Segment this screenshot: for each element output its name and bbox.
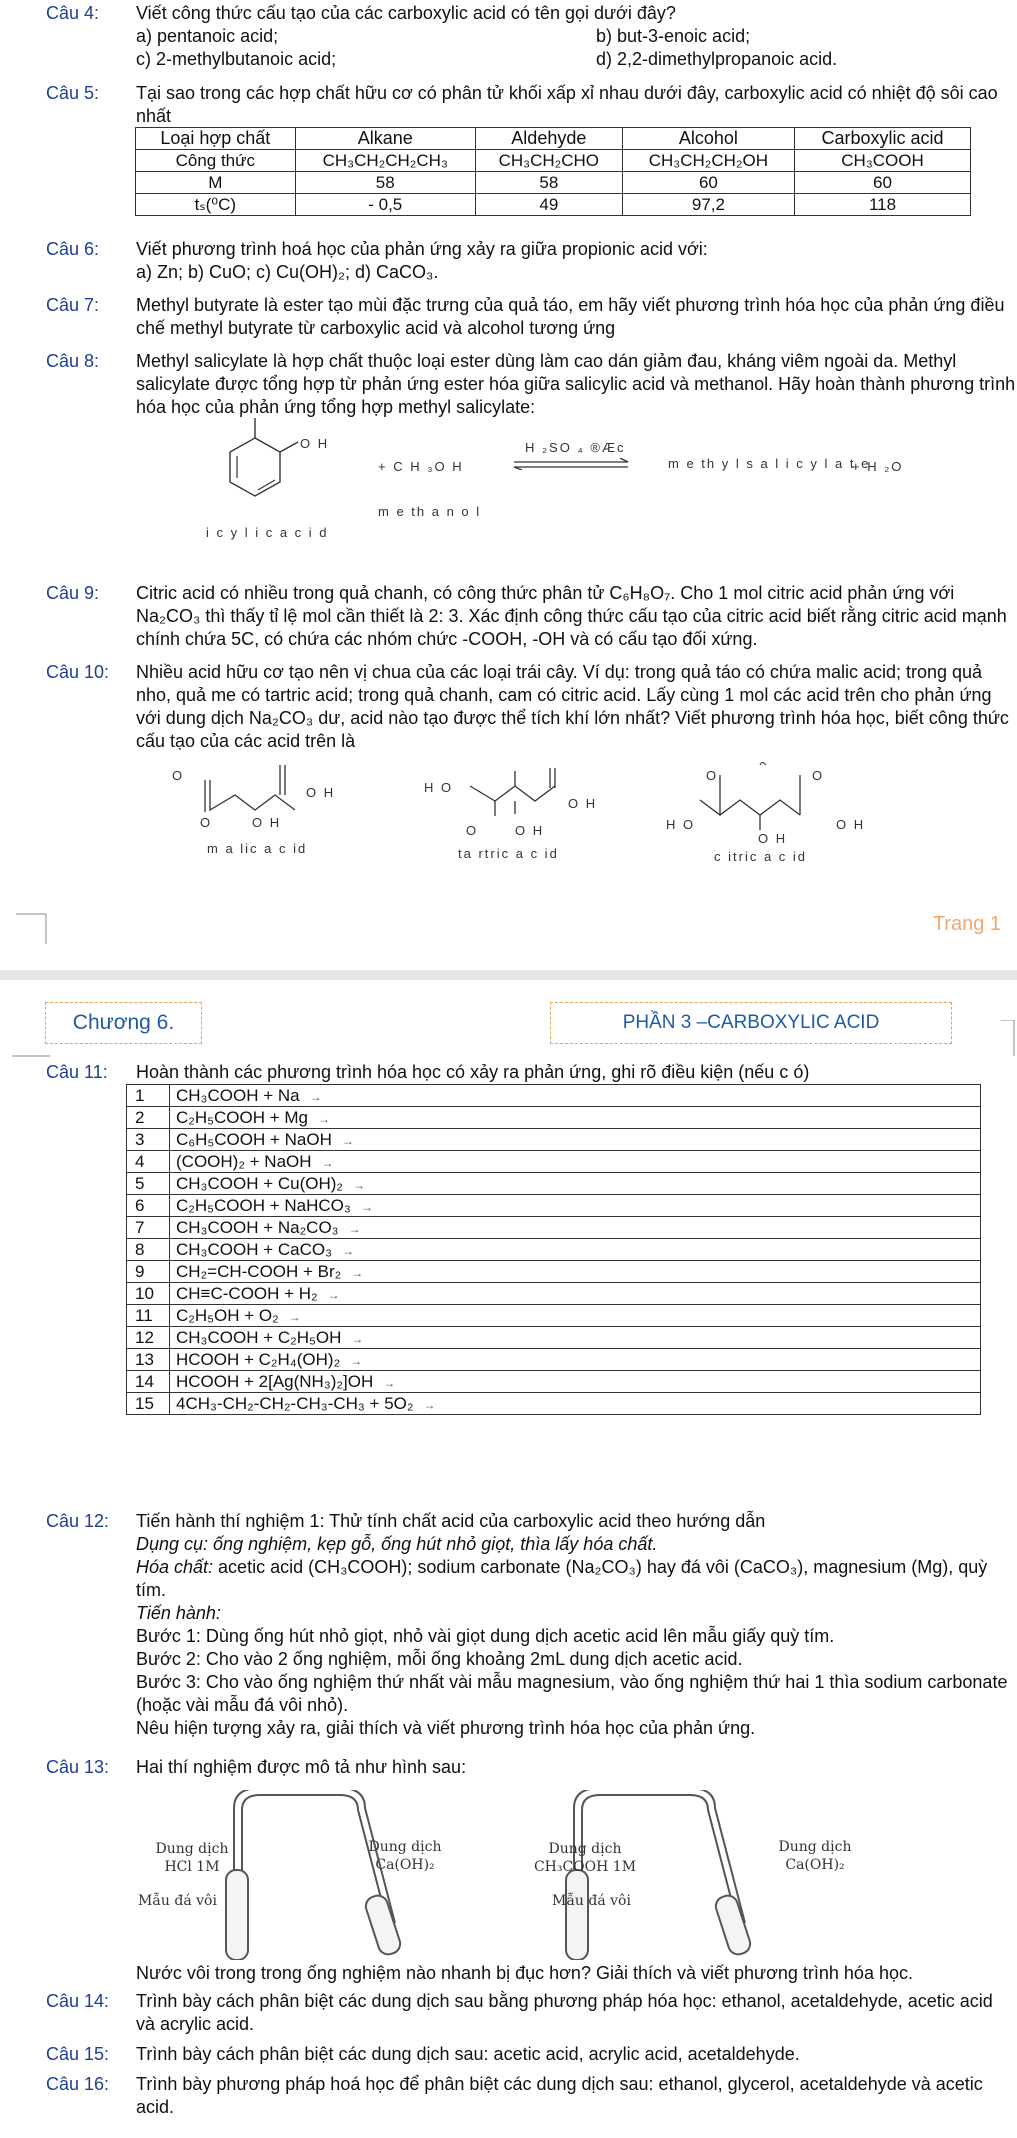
step: Bước 3: Cho vào ống nghiệm thứ nhất vài mẫu magnesium, vào ống nghiệm thứ hai 1 thìa sodium carbonate (hoặc vài mẫu đá vôi nhỏ). bbox=[136, 1672, 1008, 1715]
fig-label bbox=[530, 1840, 640, 1876]
step: Bước 2: Cho vào 2 ống nghiệm, mỗi ống khoảng 2mL dung dịch acetic acid. bbox=[136, 1649, 743, 1669]
reaction-reactants: CH₃COOH + Cu(OH)₂ bbox=[176, 1173, 344, 1193]
reaction-row bbox=[127, 1195, 981, 1217]
question-12 bbox=[46, 1510, 1016, 1740]
experiment-figure bbox=[150, 1790, 890, 1960]
malic-acid-label: m a lic a c id bbox=[207, 841, 308, 856]
citric-acid-label: c itric a c id bbox=[714, 849, 808, 864]
question-number: Câu 5: bbox=[46, 83, 100, 103]
reaction-number: 11 bbox=[127, 1305, 170, 1327]
tartric-acid-label: ta rtric a c id bbox=[458, 846, 559, 861]
methanol-reagent: + C H ₃O H bbox=[378, 459, 464, 474]
question-7 bbox=[46, 294, 1016, 340]
header-corner-mark bbox=[12, 1020, 52, 1058]
arrow-icon: → bbox=[288, 1309, 301, 1324]
question-number: Câu 10: bbox=[46, 662, 110, 682]
reaction-reactants: CH₃COOH + Na₂CO₃ bbox=[176, 1217, 339, 1237]
reaction-row bbox=[127, 1283, 981, 1305]
question-text: Viết công thức cấu tạo của các carboxylic acid có tên gọi dưới đây? bbox=[136, 3, 676, 23]
question-text: Citric acid có nhiều trong quả chanh, có công thức phân tử C₆H₈O₇. Cho 1 mol citric acid phản ứng với Na₂CO₃ thì thấy tỉ lệ mol cần thiết là 2: 3. Xác định công thức cấu tạo của citric acid biết rằng citric acid mạnh chính chứa 5C, có chứa các nhóm chức -COOH, -OH và có cấu tạo đối xứng. bbox=[136, 583, 1007, 649]
atom-label: O bbox=[466, 823, 479, 838]
arrow-icon: → bbox=[383, 1375, 396, 1390]
fig-label: Mẫu đá vôi bbox=[552, 1893, 631, 1909]
question-15 bbox=[46, 2043, 1016, 2066]
table-cell: CH₃CH₂CHO bbox=[475, 150, 622, 172]
reaction-reactants: (COOH)₂ + NaOH bbox=[176, 1151, 312, 1171]
fig-label bbox=[770, 1838, 860, 1874]
question-number: Câu 14: bbox=[46, 1991, 110, 2011]
question-13-ask bbox=[46, 1962, 1016, 1985]
reaction-number: 6 bbox=[127, 1195, 170, 1217]
question-6 bbox=[46, 238, 1016, 284]
table-cell: CH₃CH₂CH₂OH bbox=[622, 150, 794, 172]
reaction-reactants: HCOOH + C₂H₄(OH)₂ bbox=[176, 1349, 341, 1369]
table-cell: 97,2 bbox=[622, 194, 794, 216]
question-text: Trình bày cách phân biệt các dung dịch sau: acetic acid, acrylic acid, acetaldehyde. bbox=[136, 2044, 800, 2064]
table-cell: 58 bbox=[475, 172, 622, 194]
reaction-number: 13 bbox=[127, 1349, 170, 1371]
table-cell: M bbox=[136, 172, 296, 194]
question-text: Methyl salicylate là hợp chất thuộc loại ester dùng làm cao dán giảm đau, kháng viêm ngoài da. Methyl salicylate được tổng hợp từ phản ứng ester hóa giữa salicylic acid và methanol. Hãy hoàn thành phương trình hóa học của phản ứng tổng hợp methyl salicylate: bbox=[136, 351, 1016, 417]
fig-label: Mẫu đá vôi bbox=[138, 1893, 217, 1909]
arrow-icon: → bbox=[318, 1111, 330, 1126]
question-14 bbox=[46, 1990, 1016, 2036]
reaction-reactants: CH₃COOH + C₂H₅OH bbox=[176, 1327, 342, 1347]
question-number: Câu 16: bbox=[46, 2074, 110, 2094]
reaction-row bbox=[127, 1349, 981, 1371]
malic-acid-structure bbox=[170, 760, 320, 830]
arrow-icon: → bbox=[341, 1133, 354, 1148]
reaction-row bbox=[127, 1371, 981, 1393]
reaction-cell bbox=[170, 1305, 981, 1327]
reaction-number: 10 bbox=[127, 1283, 170, 1305]
question-ask: Nước vôi trong trong ống nghiệm nào nhanh bị đục hơn? Giải thích và viết phương trình hóa học. bbox=[136, 1963, 913, 1983]
question-number: Câu 15: bbox=[46, 2044, 110, 2064]
fig-label-line: Ca(OH)₂ bbox=[785, 1857, 845, 1873]
page-corner-mark bbox=[16, 912, 48, 946]
question-text: Methyl butyrate là ester tạo mùi đặc trưng của quả táo, em hãy viết phương trình hóa học của phản ứng điều chế methyl butyrate từ carboxylic acid và alcohol tương ứng bbox=[136, 295, 1005, 338]
reaction-reactants: HCOOH + 2[Ag(NH₃)₂]OH bbox=[176, 1371, 374, 1391]
reaction-number: 2 bbox=[127, 1107, 170, 1129]
question-9 bbox=[46, 582, 1016, 651]
fig-label bbox=[360, 1838, 450, 1874]
atom-label: O H bbox=[568, 796, 598, 811]
table-cell: CH₃CH₂CH₂CH₃ bbox=[295, 150, 475, 172]
question-number: Câu 7: bbox=[46, 295, 100, 315]
reaction-cell bbox=[170, 1393, 981, 1415]
reaction-row bbox=[127, 1217, 981, 1239]
chapter-title: Chương 6. bbox=[45, 1002, 202, 1044]
reaction-cell bbox=[170, 1129, 981, 1151]
question-number: Câu 4: bbox=[46, 3, 100, 23]
reaction-reactants: C₂H₅COOH + NaHCO₃ bbox=[176, 1195, 351, 1215]
acid-label: i c y l i c a c i d bbox=[206, 525, 329, 540]
chemicals-text bbox=[136, 1556, 1016, 1602]
reaction-cell bbox=[170, 1173, 981, 1195]
table-cell: 58 bbox=[295, 172, 475, 194]
table-cell: 60 bbox=[795, 172, 971, 194]
table-cell: CH₃COOH bbox=[795, 150, 971, 172]
question-number: Câu 8: bbox=[46, 351, 100, 371]
fig-label-line: Dung dịch bbox=[368, 1839, 442, 1855]
fig-label-line: CH₃COOH 1M bbox=[533, 1859, 637, 1875]
reaction-cell bbox=[170, 1261, 981, 1283]
arrow-icon: → bbox=[348, 1221, 361, 1236]
atom-label: O H bbox=[252, 815, 282, 830]
atom-label: O H bbox=[306, 785, 336, 800]
water-label: + H ₂O bbox=[852, 459, 904, 474]
question-16 bbox=[46, 2073, 1016, 2119]
reaction-cell bbox=[170, 1349, 981, 1371]
arrow-icon: → bbox=[350, 1353, 363, 1368]
question-number: Câu 9: bbox=[46, 583, 100, 603]
question-text: Trình bày phương pháp hoá học để phân biệt các dung dịch sau: ethanol, glycerol, acetaldehyde và acetic acid. bbox=[136, 2074, 983, 2117]
arrow-icon: → bbox=[351, 1265, 364, 1280]
page-1 bbox=[0, 0, 1017, 970]
reaction-number: 12 bbox=[127, 1327, 170, 1349]
table-cell: tₛ(⁰C) bbox=[136, 194, 296, 216]
question-text: Tại sao trong các hợp chất hữu cơ có phân tử khối xấp xỉ nhau dưới đây, carboxylic acid có nhiệt độ sôi cao nhất bbox=[136, 83, 998, 126]
reaction-reactants: C₂H₅COOH + Mg bbox=[176, 1107, 308, 1127]
reaction-row bbox=[127, 1151, 981, 1173]
question-subtext: a) Zn; b) CuO; c) Cu(OH)₂; d) CaCO₃. bbox=[136, 262, 439, 282]
reaction-row bbox=[127, 1327, 981, 1349]
question-13 bbox=[46, 1756, 1016, 1779]
question-number: Câu 6: bbox=[46, 239, 100, 259]
step: Bước 1: Dùng ống hút nhỏ giọt, nhỏ vài giọt dung dịch acetic acid lên mẫu giấy quỳ tím. bbox=[136, 1626, 835, 1646]
arrow-icon: → bbox=[351, 1331, 364, 1346]
table-cell: Alkane bbox=[295, 128, 475, 150]
reaction-row bbox=[127, 1305, 981, 1327]
table-cell: 60 bbox=[622, 172, 794, 194]
product-label: m e th y l s a l i c y l a t e bbox=[668, 456, 871, 471]
atom-label: O bbox=[706, 768, 719, 783]
reaction-row bbox=[127, 1393, 981, 1415]
arrow-icon: → bbox=[423, 1397, 436, 1412]
atom-label: H O bbox=[666, 817, 696, 832]
question-text: Nhiều acid hữu cơ tạo nên vị chua của các loại trái cây. Ví dụ: trong quả táo có chứa malic acid; trong quả nho, quả me có tartric acid; trong quả chanh, cam có citric acid. Lấy cùng 1 mol các acid trên cho phản ứng với dung dịch Na₂CO₃ dư, acid nào tạo được thể tích khí lớn nhất? Viết phương trình hóa học, biết công thức cấu tạo của các acid trên là bbox=[136, 662, 1009, 751]
reaction-cell bbox=[170, 1085, 981, 1107]
reaction-number: 9 bbox=[127, 1261, 170, 1283]
reaction-reactants: CH₂=CH-COOH + Br₂ bbox=[176, 1261, 342, 1281]
question-number: Câu 12: bbox=[46, 1511, 110, 1531]
question-4 bbox=[46, 2, 1016, 71]
equilibrium-arrow-icon bbox=[512, 458, 632, 470]
reaction-row bbox=[127, 1173, 981, 1195]
reaction-row bbox=[127, 1239, 981, 1261]
fig-label bbox=[152, 1840, 232, 1876]
atom-label: O bbox=[812, 768, 825, 783]
atom-label: O bbox=[200, 815, 213, 830]
oh-label: O H bbox=[300, 436, 330, 451]
page-number: Trang 1 bbox=[932, 913, 1001, 935]
atom-label: O H bbox=[836, 817, 866, 832]
option: d) 2,2-dimethylpropanoic acid. bbox=[596, 49, 838, 69]
fig-label-line: Dung dịch bbox=[548, 1841, 622, 1857]
question-text: Hai thí nghiệm được mô tả như hình sau: bbox=[136, 1757, 467, 1777]
question-text: Trình bày cách phân biệt các dung dịch sau bằng phương pháp hóa học: ethanol, acetaldehyde, acetic acid và acrylic acid. bbox=[136, 1991, 993, 2034]
reaction-cell bbox=[170, 1327, 981, 1349]
reaction-cell bbox=[170, 1195, 981, 1217]
reaction-reactants: C₂H₅OH + O₂ bbox=[176, 1305, 279, 1325]
procedure-label: Tiến hành: bbox=[136, 1603, 221, 1623]
question-text: Tiến hành thí nghiệm 1: Thử tính chất acid của carboxylic acid theo hướng dẫn bbox=[136, 1511, 766, 1531]
reaction-number: 1 bbox=[127, 1085, 170, 1107]
fig-label-line: HCl 1M bbox=[164, 1859, 220, 1875]
boiling-point-table bbox=[135, 127, 971, 216]
reaction-cell bbox=[170, 1239, 981, 1261]
reaction-number: 3 bbox=[127, 1129, 170, 1151]
question-8 bbox=[46, 350, 1016, 419]
page-separator bbox=[0, 970, 1017, 980]
arrow-icon: → bbox=[327, 1287, 340, 1302]
header-corner-mark bbox=[1000, 1020, 1017, 1058]
reaction-reactants: CH₃COOH + CaCO₃ bbox=[176, 1239, 333, 1259]
fig-label-line: Dung dịch bbox=[155, 1841, 229, 1857]
reaction-row bbox=[127, 1107, 981, 1129]
reaction-number: 4 bbox=[127, 1151, 170, 1173]
reaction-cell bbox=[170, 1107, 981, 1129]
table-cell: Carboxylic acid bbox=[795, 128, 971, 150]
table-cell: Aldehyde bbox=[475, 128, 622, 150]
reaction-number: 5 bbox=[127, 1173, 170, 1195]
reaction-cell bbox=[170, 1371, 981, 1393]
reaction-reactants: CH₃COOH + Na bbox=[176, 1085, 300, 1105]
reaction-row bbox=[127, 1129, 981, 1151]
atom-label: O H bbox=[515, 823, 545, 838]
question-number: Câu 11: bbox=[46, 1062, 108, 1082]
question-ask: Nêu hiện tượng xảy ra, giải thích và viết phương trình hóa học của phản ứng. bbox=[136, 1718, 756, 1738]
table-cell: Loại hợp chất bbox=[136, 128, 296, 150]
fig-label-line: Ca(OH)₂ bbox=[375, 1857, 435, 1873]
part-title: PHẦN 3 –CARBOXYLIC ACID bbox=[550, 1002, 952, 1044]
apparatus-left bbox=[226, 1790, 403, 1960]
methanol-label: m e th a n o l bbox=[378, 504, 482, 519]
atom-label: O bbox=[172, 768, 185, 783]
page-2 bbox=[0, 980, 1017, 2138]
reaction-number: 7 bbox=[127, 1217, 170, 1239]
reaction-cell bbox=[170, 1151, 981, 1173]
arrow-icon: → bbox=[321, 1155, 334, 1170]
table-cell: 49 bbox=[475, 194, 622, 216]
atom-label: H O bbox=[424, 780, 454, 795]
chemicals-list: acetic acid (CH₃COOH); sodium carbonate (Na₂CO₃) hay đá vôi (CaCO₃), magnesium (Mg), quỳ tím. bbox=[136, 1557, 988, 1600]
option: a) pentanoic acid; bbox=[136, 26, 279, 46]
question-text: Viết phương trình hoá học của phản ứng xảy ra giữa propionic acid với: bbox=[136, 239, 708, 259]
question-number: Câu 13: bbox=[46, 1757, 110, 1777]
arrow-icon: → bbox=[309, 1089, 322, 1104]
question-11 bbox=[46, 1061, 1016, 1084]
option: b) but-3-enoic acid; bbox=[596, 26, 751, 46]
arrow-icon: → bbox=[342, 1243, 355, 1258]
question-10 bbox=[46, 661, 1016, 753]
fig-label-line: Dung dịch bbox=[778, 1839, 852, 1855]
reaction-reactants: CH≡C-COOH + H₂ bbox=[176, 1283, 318, 1303]
question-text: Hoàn thành các phương trình hóa học có xảy ra phản ứng, ghi rõ điều kiện (nếu c ó) bbox=[136, 1062, 810, 1082]
reaction-number: 14 bbox=[127, 1371, 170, 1393]
table-cell: - 0,5 bbox=[295, 194, 475, 216]
tools-text: Dụng cụ: ống nghiệm, kẹp gỗ, ống hút nhỏ giọt, thìa lấy hóa chất. bbox=[136, 1534, 658, 1554]
reaction-number: 15 bbox=[127, 1393, 170, 1415]
catalyst-label: H ₂SO ₄ ®Æc bbox=[525, 440, 626, 455]
table-cell: Alcohol bbox=[622, 128, 794, 150]
salicylic-acid-structure bbox=[220, 418, 320, 528]
reaction-row bbox=[127, 1261, 981, 1283]
option: c) 2-methylbutanoic acid; bbox=[136, 49, 337, 69]
reaction-number: 8 bbox=[127, 1239, 170, 1261]
reaction-table bbox=[126, 1084, 981, 1415]
reaction-row bbox=[127, 1085, 981, 1107]
reaction-reactants: C₆H₅COOH + NaOH bbox=[176, 1129, 332, 1149]
reaction-cell bbox=[170, 1283, 981, 1305]
reaction-cell bbox=[170, 1217, 981, 1239]
chemicals-label: Hóa chất: bbox=[136, 1557, 214, 1577]
reaction-reactants: 4CH₃-CH₂-CH₂-CH₃-CH₃ + 5O₂ bbox=[176, 1393, 414, 1413]
question-5 bbox=[46, 82, 1016, 128]
table-cell: 118 bbox=[795, 194, 971, 216]
arrow-icon: → bbox=[360, 1199, 373, 1214]
arrow-icon: → bbox=[353, 1177, 366, 1192]
atom-label: O H bbox=[758, 831, 788, 846]
table-cell: Công thức bbox=[136, 150, 296, 172]
